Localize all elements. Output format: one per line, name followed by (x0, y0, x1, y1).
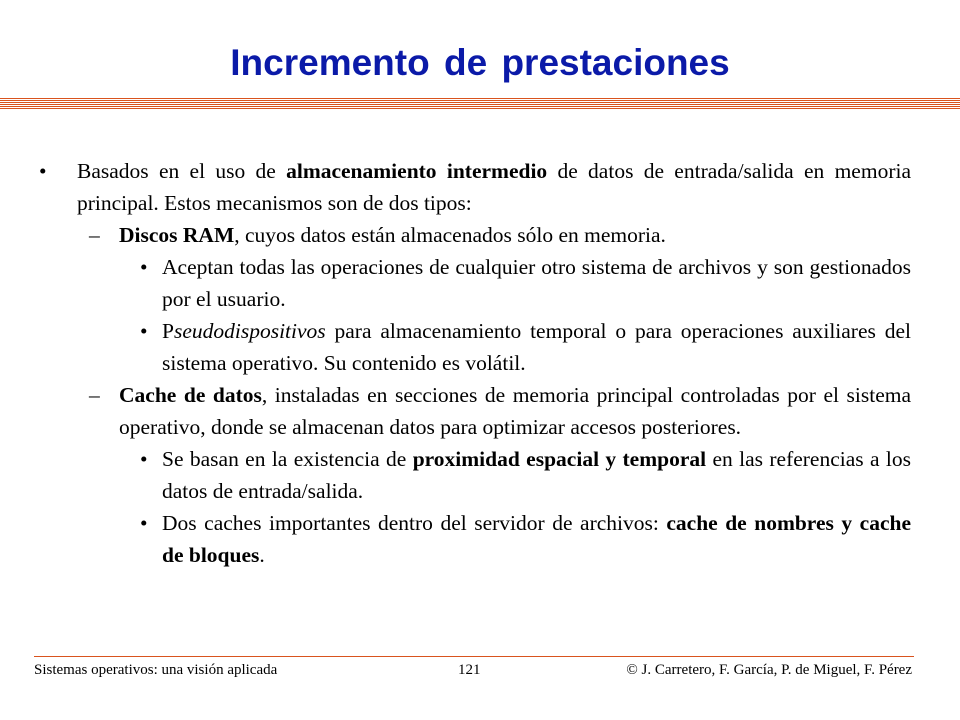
bullet-item-almacenamiento (39, 155, 911, 219)
footer-page-number: 121 (458, 662, 481, 678)
footer-copyright: © J. Carretero, F. García, P. de Miguel, F. Pérez (626, 662, 912, 678)
dash-marker: – (89, 223, 100, 247)
text-segment: de datos de entrada/salida en memoria principal. Estos mecanismos son de dos tipos: (77, 159, 911, 215)
bullet-marker: • (140, 511, 148, 535)
text-segment: Aceptan todas las operaciones de cualquier otro sistema de archivos y son gestionados por el usuario. (162, 255, 911, 311)
bullet-item-aceptan (140, 251, 911, 315)
text-segment: en las referencias a los datos de entrada/salida. (162, 447, 912, 503)
title-rule (0, 98, 960, 110)
bullet-marker: • (140, 447, 148, 471)
text-segment: , instaladas en secciones de memoria principal controladas por el sistema operativo, donde se almacenan datos para optimizar accesos posteriores. (119, 383, 911, 439)
italic-term: seudodispositivos (173, 319, 326, 343)
bold-term: Discos RAM (119, 223, 235, 247)
text-segment: para almacenamiento temporal o para operaciones auxiliares del sistema operativo. Su contenido es volátil. (162, 319, 911, 375)
dash-marker: – (89, 383, 100, 407)
bold-term: Cache de datos (119, 383, 262, 407)
slide-title: Incremento de prestaciones (230, 42, 730, 83)
bullet-item-dos-caches (140, 507, 912, 571)
bullet-item-proximidad (140, 443, 912, 507)
dash-item-discos-ram (89, 219, 911, 251)
text-segment: Basados en el uso de (77, 159, 287, 183)
text-segment: Se basan en la existencia de (162, 447, 413, 471)
slide-body (0, 155, 960, 571)
text-segment: P (162, 319, 174, 343)
footer-book-title: Sistemas operativos: una visión aplicada (34, 662, 278, 678)
bold-term: proximidad espacial y temporal (412, 447, 707, 471)
bullet-marker: • (140, 255, 148, 279)
bold-term: almacenamiento intermedio (286, 159, 548, 183)
text-segment: Dos caches importantes dentro del servidor de archivos: (162, 511, 667, 535)
text-segment: , cuyos datos están almacenados sólo en memoria. (234, 223, 666, 247)
footer-rule (34, 656, 914, 657)
bold-term: cache de nombres y cache de bloques (162, 511, 912, 567)
dash-item-cache-datos (89, 379, 911, 443)
bullet-item-pseudodispositivos (140, 315, 911, 379)
bullet-marker: • (140, 319, 148, 343)
text-segment: . (259, 543, 265, 567)
bullet-marker: • (39, 159, 47, 183)
